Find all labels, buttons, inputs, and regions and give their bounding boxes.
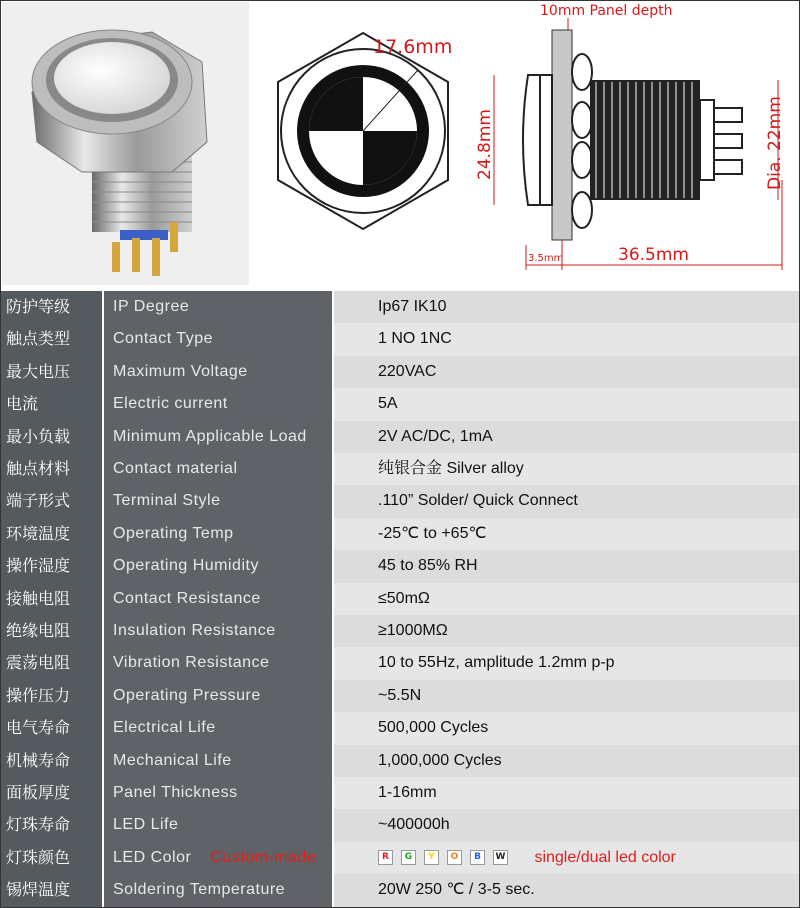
- row-value: 2V AC/DC, 1mA: [334, 421, 800, 453]
- row-label-en: Terminal Style: [104, 485, 332, 517]
- row-value: 45 to 85% RH: [334, 550, 800, 582]
- row-label-en: IP Degree: [104, 291, 332, 323]
- row-label-en: LED Life: [104, 809, 332, 841]
- row-label-cn: 灯珠颜色: [0, 842, 102, 874]
- row-label-en: Insulation Resistance: [104, 615, 332, 647]
- led-color-blue: B: [470, 850, 485, 865]
- row-label-en: Contact Resistance: [104, 583, 332, 615]
- row-label-cn: 触点类型: [0, 323, 102, 355]
- row-label-cn: 接触电阻: [0, 583, 102, 615]
- row-label-cn: 端子形式: [0, 485, 102, 517]
- head-diameter-label: 17.6mm: [373, 36, 453, 58]
- row-value: ≥1000MΩ: [334, 615, 800, 647]
- row-label-cn: 操作压力: [0, 680, 102, 712]
- led-color-label: LED Color: [113, 848, 192, 866]
- row-value: 10 to 55Hz, amplitude 1.2mm p-p: [334, 647, 800, 679]
- row-label-cn: 最小负载: [0, 421, 102, 453]
- row-value: 纯银合金 Silver alloy: [334, 453, 800, 485]
- row-label-cn: 操作湿度: [0, 550, 102, 582]
- row-label-cn: 环境温度: [0, 518, 102, 550]
- row-label-en: Mechanical Life: [104, 745, 332, 777]
- led-color-yellow: Y: [424, 850, 439, 865]
- row-label-en: Maximum Voltage: [104, 356, 332, 388]
- row-label-cn: 震荡电阻: [0, 647, 102, 679]
- custom-made-label: Custom-made: [210, 848, 317, 866]
- row-value: 220VAC: [334, 356, 800, 388]
- height-label: 24.8mm: [475, 109, 495, 180]
- row-label-en: Operating Humidity: [104, 550, 332, 582]
- row-label-cn: 触点材料: [0, 453, 102, 485]
- row-label-cn: 灯珠寿命: [0, 809, 102, 841]
- row-label-en: Operating Pressure: [104, 680, 332, 712]
- row-value: 1-16mm: [334, 777, 800, 809]
- flange-label: 3.5mm: [528, 253, 564, 264]
- row-label-en: Contact material: [104, 453, 332, 485]
- row-label-en: Minimum Applicable Load: [104, 421, 332, 453]
- row-label-cn: 绝缘电阻: [0, 615, 102, 647]
- row-label-en: Operating Temp: [104, 518, 332, 550]
- row-label-cn: 机械寿命: [0, 745, 102, 777]
- row-label-en: Contact Type: [104, 323, 332, 355]
- row-label-en: Electric current: [104, 388, 332, 420]
- row-value: ≤50mΩ: [334, 583, 800, 615]
- row-value: 20W 250 ℃ / 3-5 sec.: [334, 874, 800, 906]
- row-label-cn: 最大电压: [0, 356, 102, 388]
- row-value: -25℃ to +65℃: [334, 518, 800, 550]
- row-label-cn: 电气寿命: [0, 712, 102, 744]
- row-label-cn: 面板厚度: [0, 777, 102, 809]
- led-color-white: W: [493, 850, 508, 865]
- row-value: ~5.5N: [334, 680, 800, 712]
- row-label-cn: 防护等级: [0, 291, 102, 323]
- led-color-note: single/dual led color: [534, 848, 676, 866]
- row-value: .110” Solder/ Quick Connect: [334, 485, 800, 517]
- row-value: 1,000,000 Cycles: [334, 745, 800, 777]
- row-label-en: Vibration Resistance: [104, 647, 332, 679]
- led-color-green: G: [401, 850, 416, 865]
- row-label-en: Electrical Life: [104, 712, 332, 744]
- row-label-cn: 锡焊温度: [0, 874, 102, 906]
- row-value: Ip67 IK10: [334, 291, 800, 323]
- row-value: 500,000 Cycles: [334, 712, 800, 744]
- thread-diameter-label: Dia. 22mm: [765, 96, 785, 190]
- row-label-en: Panel Thickness: [104, 777, 332, 809]
- length-label: 36.5mm: [618, 245, 689, 265]
- row-label-cn: 电流: [0, 388, 102, 420]
- row-value: ~400000h: [334, 809, 800, 841]
- led-color-orange: O: [447, 850, 462, 865]
- row-value: 5A: [334, 388, 800, 420]
- led-color-red: R: [378, 850, 393, 865]
- row-label-en: Soldering Temperature: [104, 874, 332, 906]
- panel-depth-label: 10mm Panel depth: [540, 3, 673, 19]
- row-value: 1 NO 1NC: [334, 323, 800, 355]
